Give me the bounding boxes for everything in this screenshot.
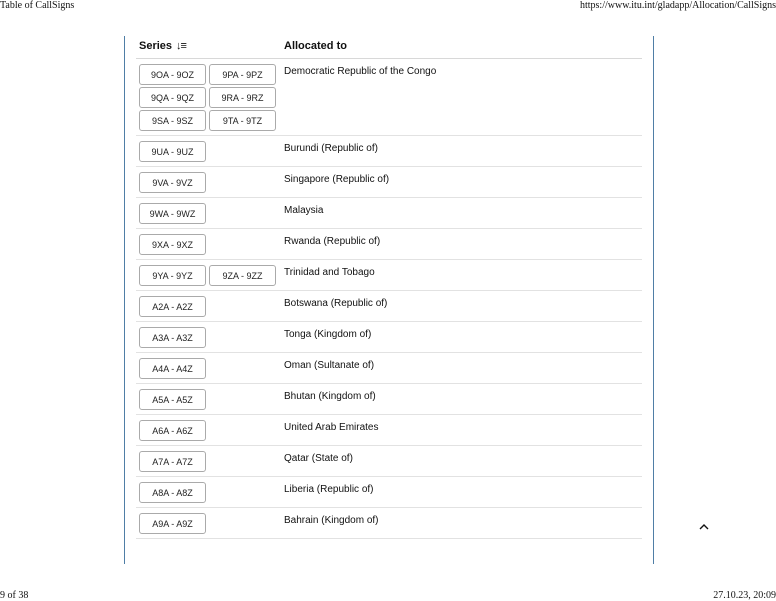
series-chip[interactable]: 9RA - 9RZ (209, 87, 276, 108)
series-chip[interactable]: 9UA - 9UZ (139, 141, 206, 162)
series-chip[interactable]: 9ZA - 9ZZ (209, 265, 276, 286)
table-row (136, 291, 642, 322)
allocated-country: Tonga (Kingdom of) (284, 329, 372, 340)
series-chip[interactable]: 9WA - 9WZ (139, 203, 206, 224)
allocated-country: United Arab Emirates (284, 422, 379, 433)
content-panel (124, 36, 654, 564)
page-number: 9 of 38 (0, 590, 29, 601)
allocated-country: Trinidad and Tobago (284, 267, 375, 278)
allocated-country: Bhutan (Kingdom of) (284, 391, 376, 402)
series-chip[interactable]: A3A - A3Z (139, 327, 206, 348)
series-chip-group (136, 136, 279, 166)
table-row (136, 136, 642, 167)
series-chip-group (136, 508, 279, 538)
allocated-country: Democratic Republic of the Congo (284, 66, 437, 77)
series-chip-group (136, 59, 279, 135)
allocated-country: Burundi (Republic of) (284, 143, 378, 154)
series-chip[interactable]: 9VA - 9VZ (139, 172, 206, 193)
print-datetime: 27.10.23, 20:09 (713, 590, 776, 601)
sort-descending-icon[interactable]: ↓≡ (176, 40, 186, 52)
table-row (136, 167, 642, 198)
series-column-header[interactable] (139, 40, 186, 52)
series-chip-group (136, 477, 279, 507)
series-chip[interactable]: A7A - A7Z (139, 451, 206, 472)
series-chip[interactable]: A9A - A9Z (139, 513, 206, 534)
table-row (136, 477, 642, 508)
series-chip[interactable]: A4A - A4Z (139, 358, 206, 379)
table-row (136, 353, 642, 384)
series-chip[interactable]: 9PA - 9PZ (209, 64, 276, 85)
series-header-label: Series (139, 40, 173, 52)
callsign-table (136, 36, 642, 539)
allocated-country: Bahrain (Kingdom of) (284, 515, 379, 526)
table-row (136, 229, 642, 260)
table-body (136, 59, 642, 539)
series-chip-group (136, 353, 279, 383)
allocated-country: Rwanda (Republic of) (284, 236, 381, 247)
series-chip-group (136, 322, 279, 352)
allocated-country: Malaysia (284, 205, 324, 216)
document-url: https://www.itu.int/gladapp/Allocation/CallSigns (579, 0, 776, 11)
table-row (136, 415, 642, 446)
series-chip-group (136, 167, 279, 197)
series-chip-group (136, 198, 279, 228)
table-row (136, 322, 642, 353)
series-chip-group (136, 229, 279, 259)
series-chip-group (136, 260, 279, 290)
table-header (136, 36, 642, 59)
table-row (136, 508, 642, 539)
chevron-up-icon[interactable] (697, 519, 711, 533)
table-row (136, 198, 642, 229)
allocated-country: Botswana (Republic of) (284, 298, 388, 309)
allocated-country: Oman (Sultanate of) (284, 360, 375, 371)
series-chip[interactable]: A5A - A5Z (139, 389, 206, 410)
allocated-country: Liberia (Republic of) (284, 484, 374, 495)
series-chip[interactable]: 9XA - 9XZ (139, 234, 206, 255)
table-row (136, 260, 642, 291)
series-chip[interactable]: 9TA - 9TZ (209, 110, 276, 131)
table-row (136, 59, 642, 136)
series-chip[interactable]: 9QA - 9QZ (139, 87, 206, 108)
series-chip[interactable]: A2A - A2Z (139, 296, 206, 317)
allocated-country: Qatar (State of) (284, 453, 353, 464)
series-chip[interactable]: 9YA - 9YZ (139, 265, 206, 286)
table-row (136, 384, 642, 415)
series-chip[interactable]: A8A - A8Z (139, 482, 206, 503)
series-chip[interactable]: 9OA - 9OZ (139, 64, 206, 85)
series-chip-group (136, 415, 279, 445)
series-chip-group (136, 446, 279, 476)
table-row (136, 446, 642, 477)
allocated-column-header: Allocated to (284, 40, 347, 52)
allocated-country: Singapore (Republic of) (284, 174, 390, 185)
series-chip[interactable]: 9SA - 9SZ (139, 110, 206, 131)
series-chip-group (136, 291, 279, 321)
document-title: Table of CallSigns (0, 0, 75, 11)
series-chip[interactable]: A6A - A6Z (139, 420, 206, 441)
series-chip-group (136, 384, 279, 414)
